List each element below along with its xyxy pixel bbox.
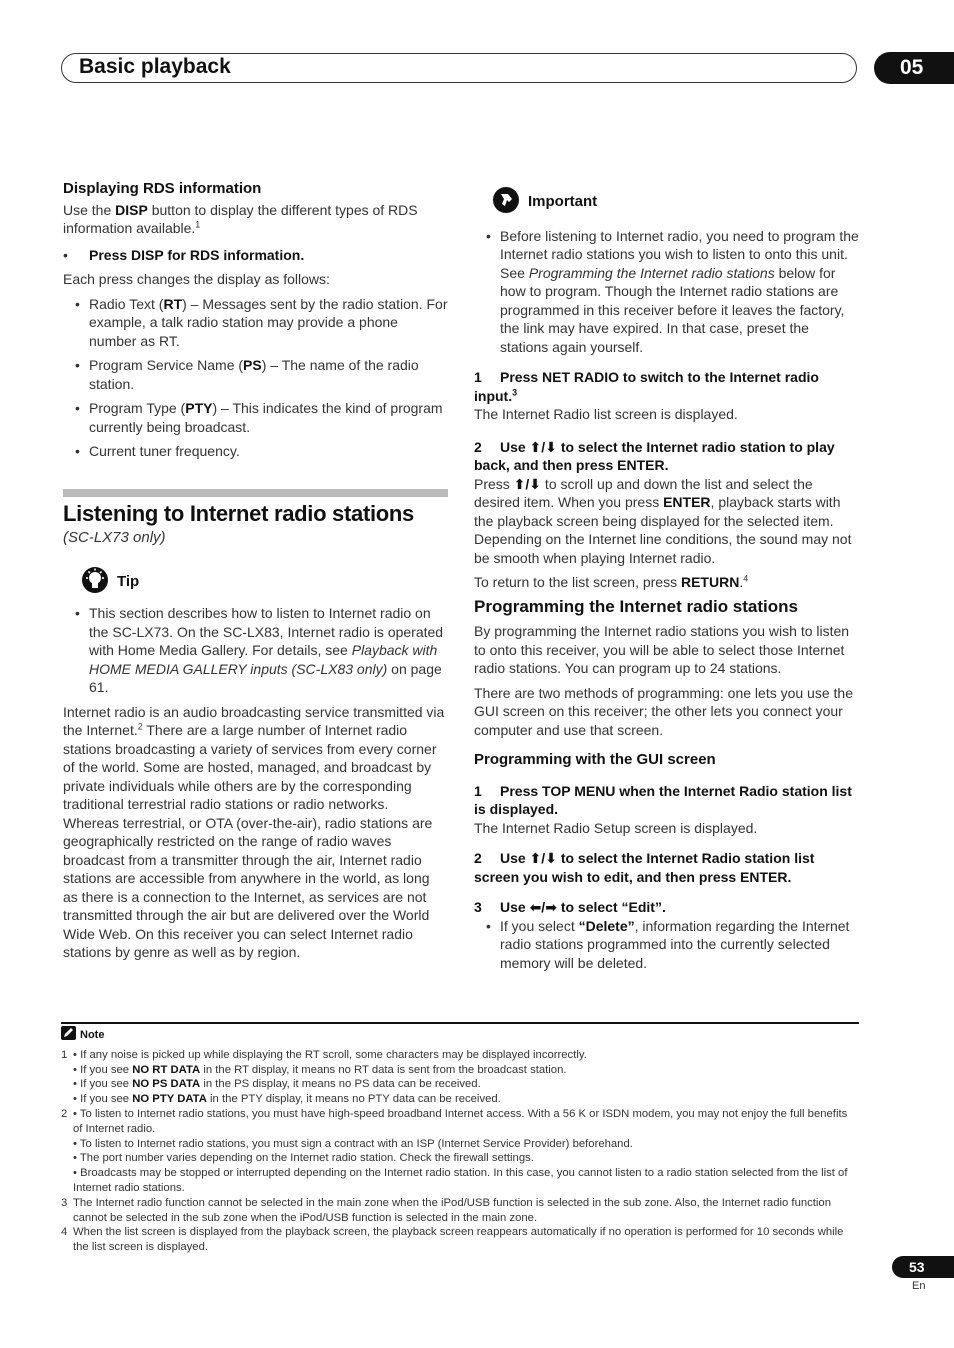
notes-header <box>61 1026 859 1045</box>
up-down-arrows-icon: ⬆/⬇ <box>513 475 542 492</box>
left-right-arrows-icon: ⬅/➡ <box>529 899 557 915</box>
pencil-icon <box>61 1026 76 1045</box>
tip-header <box>81 566 448 599</box>
note-2-sub: • The port number varies depending on the Internet radio station. Check the firewall settings. <box>73 1152 534 1165</box>
notes-divider <box>61 1022 859 1024</box>
rds-item-pty: • Program Type (PTY) – This indicates the kind of program currently being broadcast. <box>63 399 448 436</box>
internet-radio-body: Internet radio is an audio broadcasting service transmitted via the Internet.$^2$ There are a large number of Internet radio stations broadcasting a variety of services from every corner of the world. Some are hosted, managed, and broadcast by private individuals while others are by the corresponding traditional terrestrial radio stations or radio networks. Whereas terrestrial, or OTA (over-the-air), radio stations are geographically restricted on the range of radio waves broadcast from a transmitter through the air, Internet radio stations are accessible from anywhere in the world, as long as there is a connection to the Internet, as services are not transmitted through the air but are delivered over the World Wide Web. On this receiver you can select Internet radio stations by genre as well as by region. <box>63 703 445 960</box>
rds-item-ps: • Program Service Name (PS) – The name of the radio station. <box>63 356 448 393</box>
note-2-sub: • To listen to Internet radio stations, you must sign a contract with an ISP (Internet Service Provider) beforehand. <box>73 1137 633 1150</box>
gui-step-2: 2 Use ⬆/⬇ to select the Internet Radio station list screen you wish to edit, and then press ENTER. <box>474 850 815 885</box>
section-subtitle: (SC-LX73 only) <box>63 529 166 546</box>
page-number: 53 <box>892 1256 954 1278</box>
step-1: 1 Press NET RADIO to switch to the Internet radio input.$^3$ <box>474 369 819 404</box>
rds-item-freq: • Current tuner frequency. <box>63 442 448 461</box>
notes-section <box>61 1026 859 1255</box>
rds-intro: Use the DISP button to display the different types of RDS information available.$^1$ <box>63 201 418 236</box>
programming-p2: There are two methods of programming: one lets you use the GUI screen on this receiver; the other lets you connect your computer and use that screen. <box>474 684 853 738</box>
note-2: 2 • To listen to Internet radio stations, you must have high-speed broadband Internet access. With a 56 K or ISDN modem, you may not enjoy the full benefits of Internet radio. <box>61 1107 848 1135</box>
note-4: 4 When the list screen is displayed from the playback screen, the playback screen reappears automatically if no operation is performed for 10 seconds while the list screen is displayed. <box>61 1226 844 1254</box>
step-1-body: The Internet Radio list screen is displayed. <box>474 406 738 422</box>
return-text: To return to the list screen, press RETURN.$^4$ <box>474 573 749 590</box>
programming-heading: Programming the Internet radio stations <box>474 596 798 616</box>
up-down-arrows-icon: ⬆/⬇ <box>529 850 557 866</box>
page-language: En <box>912 1280 926 1292</box>
lightbulb-icon <box>81 566 109 599</box>
important-header <box>492 186 860 219</box>
rds-each: Each press changes the display as follows: <box>63 271 330 287</box>
note-1-sub: • If you see NO PTY DATA in the PTY display, it means no PTY data can be received. <box>73 1093 501 1106</box>
rds-item-rt: • Radio Text (RT) – Messages sent by the radio station. For example, a talk radio station may provide a phone number as RT. <box>63 295 448 351</box>
section-divider <box>63 489 448 497</box>
note-1-sub: • If you see NO RT DATA in the RT display, it means no RT data is sent from the broadcast station. <box>73 1063 567 1076</box>
note-3: 3 The Internet radio function cannot be selected in the main zone when the iPod/USB function is selected in the sub zone. Also, the Internet radio function cannot be selected in the sub zone when the iPod/USB function is selected in the main zone. <box>61 1196 831 1224</box>
notes-label: Note <box>80 1029 105 1041</box>
important-icon <box>492 186 520 219</box>
tip-text: • This section describes how to listen to Internet radio on the SC-LX73. On the SC-LX83, Internet radio is operated with Home Media Gallery. For details, see Playback with HOME MEDIA GALLERY inputs (SC-LX83 only) on page 61. <box>63 604 448 697</box>
tip-label: Tip <box>117 572 140 590</box>
up-down-arrows-icon: ⬆/⬇ <box>529 438 557 455</box>
gui-heading: Programming with the GUI screen <box>474 751 716 768</box>
left-column <box>63 180 448 968</box>
step-2-body: Press ⬆/⬇ to scroll up and down the list and select the desired item. When you press ENTER, playback starts with the playback screen being displayed for the selected item. Depending on the Internet line conditions, the sound may not be smooth when playing Internet radio. <box>474 475 852 566</box>
important-label: Important <box>528 193 598 210</box>
note-1-sub: • If you see NO PS DATA in the PS display, it means no PS data can be received. <box>73 1078 481 1091</box>
rds-step: • Press DISP for RDS information. <box>63 246 448 265</box>
rds-heading: Displaying RDS information <box>63 180 262 197</box>
chapter-badge: 05 <box>874 52 954 84</box>
step-2: 2 Use ⬆/⬇ to select the Internet radio station to play back, and then press ENTER. <box>474 438 835 473</box>
gui-step-1-body: The Internet Radio Setup screen is displayed. <box>474 819 758 836</box>
section-title: Listening to Internet radio stations <box>63 500 414 526</box>
important-text: • Before listening to Internet radio, you need to program the Internet radio stations you wish to listen to onto this unit. See Programming the Internet radio stations below for how to program. Though the Internet radio stations are programmed in this receiver before it leaves the factory, the link may have expired. In that case, preset the stations again yourself. <box>474 227 860 357</box>
note-2-sub: • Broadcasts may be stopped or interrupted depending on the Internet radio station. In this case, you cannot listen to a radio station selected from the list of Internet radio stations. <box>73 1167 848 1194</box>
page-title: Basic playback <box>79 55 231 78</box>
programming-p1: By programming the Internet radio stations you wish to listen to onto this receiver, you will be able to select those Internet radio stations. You can program up to 24 stations. <box>474 623 850 676</box>
gui-step-3-bullet: • If you select “Delete”, information regarding the Internet radio stations programmed into the currently selected memory will be deleted. <box>474 917 860 973</box>
note-1: 1 • If any noise is picked up while displaying the RT scroll, some characters may be displayed incorrectly. <box>61 1048 587 1061</box>
gui-step-1: 1 Press TOP MENU when the Internet Radio station list is displayed. <box>474 782 852 817</box>
gui-step-3: 3 Use ⬅/➡ to select “Edit”. <box>474 899 666 915</box>
right-column <box>474 186 860 978</box>
